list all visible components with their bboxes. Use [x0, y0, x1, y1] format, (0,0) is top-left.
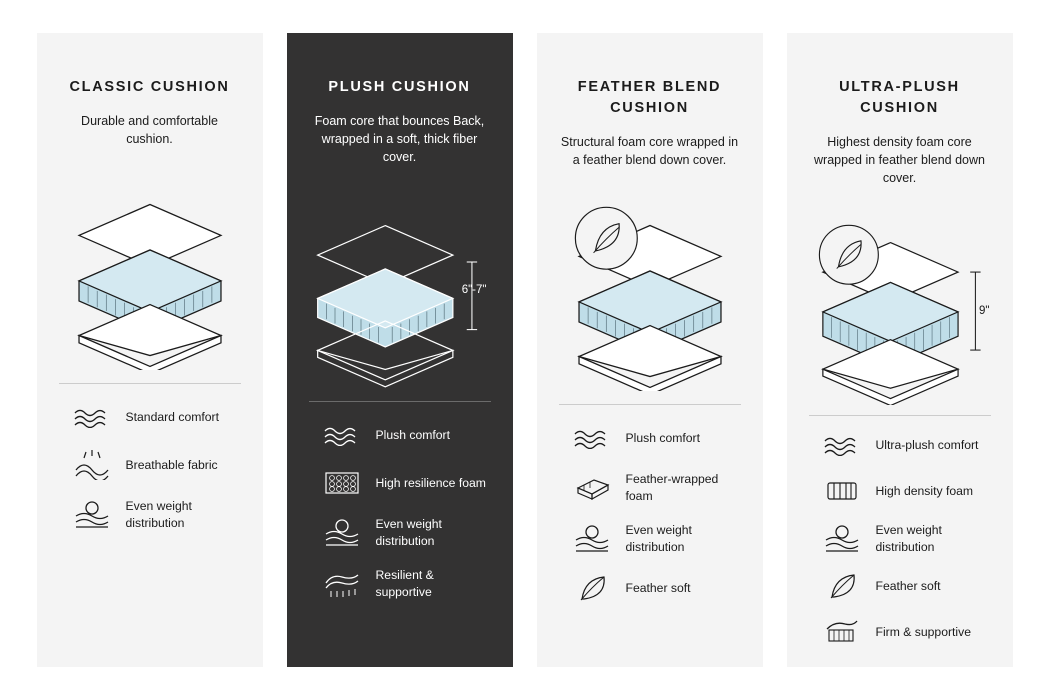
card-description: Highest density foam core wrapped in feather blend down cover. [814, 135, 985, 186]
card-title: PLUSH CUSHION [328, 79, 471, 95]
cushion-layers-illustration [309, 180, 491, 395]
breathable-fabric-icon [71, 450, 113, 480]
feature-label: Plush comfort [625, 431, 701, 446]
layer-stack-diagram [809, 205, 991, 405]
feature-item [571, 471, 741, 504]
resilient-support-icon [321, 569, 363, 599]
layer-stack-diagram [559, 191, 741, 391]
feature-label: Even weight distribution [625, 523, 692, 554]
even-weight-icon [71, 500, 113, 530]
feature-list [59, 402, 241, 531]
feature-label: Even weight distribution [125, 499, 192, 530]
even-weight-icon [821, 524, 863, 554]
wave-lines-icon [571, 423, 613, 453]
card-title: CLASSIC CUSHION [69, 79, 230, 95]
feature-list [559, 423, 741, 603]
card-plush-cushion[interactable] [287, 33, 513, 667]
high-density-foam-icon [821, 476, 863, 506]
wrapped-foam-icon [571, 473, 613, 503]
card-title: FEATHER BLEND CUSHION [577, 79, 722, 117]
even-weight-icon [321, 518, 363, 548]
honeycomb-foam-icon [321, 468, 363, 498]
feather-icon [571, 573, 613, 603]
wave-lines-icon [71, 402, 113, 432]
measurement-label: 9" [979, 305, 990, 318]
feature-item [321, 516, 491, 549]
feature-label: High resilience foam [375, 476, 486, 491]
feature-item [321, 567, 491, 600]
feature-label: Plush comfort [375, 428, 451, 443]
layer-stack-diagram [59, 170, 241, 370]
even-weight-icon [571, 524, 613, 554]
feature-item [821, 617, 991, 647]
wave-lines-icon [321, 420, 363, 450]
feature-item [821, 476, 991, 506]
feature-label: Even weight distribution [375, 517, 442, 548]
feature-label: High density foam [875, 483, 974, 498]
feature-label: Standard comfort [125, 410, 219, 425]
divider [809, 415, 991, 416]
feature-item [321, 420, 491, 450]
cushion-layers-illustration [59, 162, 241, 377]
card-title: ULTRA-PLUSH CUSHION [839, 79, 960, 117]
card-description: Durable and comfortable cushion. [81, 114, 218, 147]
feature-label: Firm & supportive [875, 624, 971, 639]
feature-item [71, 402, 241, 432]
card-description: Structural foam core wrapped in a feather blend down cover. [560, 135, 739, 168]
feature-label: Feather soft [625, 580, 691, 595]
firm-support-icon [821, 617, 863, 647]
cushion-layers-illustration [559, 183, 741, 398]
card-ultra-plush-cushion[interactable] [787, 33, 1013, 667]
feature-list [309, 420, 491, 600]
feature-item [321, 468, 491, 498]
divider [309, 401, 491, 402]
feature-label: Resilient & supportive [375, 568, 434, 599]
feature-item [571, 423, 741, 453]
card-description: Foam core that bounces Back, wrapped in a soft, thick fiber cover. [314, 114, 485, 165]
card-feather-blend-cushion[interactable] [537, 33, 763, 667]
feature-item [71, 450, 241, 480]
feature-label: Feather soft [875, 578, 941, 593]
feature-label: Feather-wrapped foam [625, 472, 719, 503]
feature-item [571, 522, 741, 555]
cushion-layers-illustration [809, 201, 991, 409]
feature-item [571, 573, 741, 603]
wave-lines-icon [821, 430, 863, 460]
feature-list [809, 430, 991, 647]
card-classic-cushion[interactable] [37, 33, 263, 667]
feature-label: Breathable fabric [125, 458, 218, 473]
feature-item [821, 430, 991, 460]
feature-label: Ultra-plush comfort [875, 437, 979, 452]
feather-icon [821, 571, 863, 601]
divider [59, 383, 241, 384]
feature-item [71, 498, 241, 531]
measurement-label: 6"-7" [461, 284, 487, 297]
feature-label: Even weight distribution [875, 523, 942, 554]
feature-item [821, 522, 991, 555]
divider [559, 404, 741, 405]
feature-item [821, 571, 991, 601]
